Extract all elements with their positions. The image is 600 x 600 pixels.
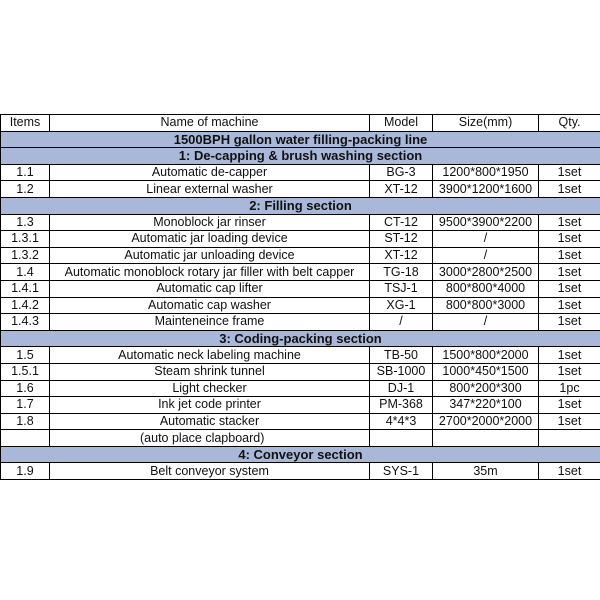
machine-name-cell: Automatic stacker — [50, 413, 370, 430]
model-cell: DJ-1 — [370, 380, 433, 397]
qty-cell: 1set — [539, 297, 600, 314]
table-title-row — [1, 131, 600, 148]
empty-cell — [433, 430, 539, 447]
qty-cell: 1set — [539, 363, 600, 380]
note-row — [1, 430, 600, 447]
machine-name-cell: Automatic monoblock rotary jar filler with belt capper — [50, 264, 370, 281]
table-row — [1, 247, 600, 264]
size-cell: 800*800*3000 — [433, 297, 539, 314]
table-row — [1, 214, 600, 231]
table-row — [1, 413, 600, 430]
model-cell: XT-12 — [370, 247, 433, 264]
machine-name-cell: Steam shrink tunnel — [50, 363, 370, 380]
model-cell: TG-18 — [370, 264, 433, 281]
qty-cell: 1set — [539, 397, 600, 414]
header-items: Items — [1, 115, 50, 132]
machine-name-cell: Automatic jar loading device — [50, 231, 370, 248]
size-cell: 3000*2800*2500 — [433, 264, 539, 281]
size-cell: 347*220*100 — [433, 397, 539, 414]
table-row — [1, 314, 600, 331]
empty-cell — [1, 430, 50, 447]
size-cell: / — [433, 231, 539, 248]
model-cell: CT-12 — [370, 214, 433, 231]
table-title: 1500BPH gallon water filling-packing line — [1, 131, 600, 148]
item-number-cell: 1.3 — [1, 214, 50, 231]
table-row — [1, 347, 600, 364]
size-cell: 9500*3900*2200 — [433, 214, 539, 231]
machine-name-cell: Automatic cap lifter — [50, 280, 370, 297]
section-title: 2: Filling section — [1, 197, 600, 214]
item-number-cell: 1.8 — [1, 413, 50, 430]
machine-name-cell: Automatic neck labeling machine — [50, 347, 370, 364]
table-row — [1, 264, 600, 281]
model-cell: XG-1 — [370, 297, 433, 314]
table-row — [1, 297, 600, 314]
size-cell: 1200*800*1950 — [433, 164, 539, 181]
machine-name-cell: Belt conveyor system — [50, 463, 370, 480]
model-cell: ST-12 — [370, 231, 433, 248]
table-row — [1, 363, 600, 380]
qty-cell: 1set — [539, 413, 600, 430]
qty-cell: 1set — [539, 247, 600, 264]
machine-name-cell: Monoblock jar rinser — [50, 214, 370, 231]
size-cell: 3900*1200*1600 — [433, 181, 539, 198]
item-number-cell: 1.9 — [1, 463, 50, 480]
model-cell: TSJ-1 — [370, 280, 433, 297]
item-number-cell: 1.7 — [1, 397, 50, 414]
size-cell: 800*200*300 — [433, 380, 539, 397]
table-row — [1, 181, 600, 198]
item-number-cell: 1.3.1 — [1, 231, 50, 248]
size-cell: 2700*2000*2000 — [433, 413, 539, 430]
section-title: 1: De-capping & brush washing section — [1, 148, 600, 165]
empty-cell — [370, 430, 433, 447]
model-cell: PM-368 — [370, 397, 433, 414]
size-cell: 1000*450*1500 — [433, 363, 539, 380]
size-cell: 800*800*4000 — [433, 280, 539, 297]
qty-cell: 1set — [539, 463, 600, 480]
machine-list-sheet — [0, 114, 600, 480]
section-header-row — [1, 330, 600, 347]
section-title: 4: Conveyor section — [1, 446, 600, 463]
qty-cell: 1set — [539, 214, 600, 231]
empty-cell — [539, 430, 600, 447]
section-header-row — [1, 148, 600, 165]
table-row — [1, 463, 600, 480]
item-number-cell: 1.5 — [1, 347, 50, 364]
section-header-row — [1, 446, 600, 463]
size-cell: / — [433, 247, 539, 264]
table-row — [1, 164, 600, 181]
size-cell: / — [433, 314, 539, 331]
size-cell: 35m — [433, 463, 539, 480]
item-number-cell: 1.4.2 — [1, 297, 50, 314]
item-number-cell: 1.4 — [1, 264, 50, 281]
machine-name-cell: Ink jet code printer — [50, 397, 370, 414]
qty-cell: 1set — [539, 164, 600, 181]
header-name: Name of machine — [50, 115, 370, 132]
table-row — [1, 380, 600, 397]
qty-cell: 1pc — [539, 380, 600, 397]
header-qty: Qty. — [539, 115, 600, 132]
item-number-cell: 1.1 — [1, 164, 50, 181]
qty-cell: 1set — [539, 347, 600, 364]
item-number-cell: 1.4.1 — [1, 280, 50, 297]
machine-name-cell: Linear external washer — [50, 181, 370, 198]
machine-table — [0, 114, 600, 480]
model-cell: / — [370, 314, 433, 331]
item-number-cell: 1.4.3 — [1, 314, 50, 331]
model-cell: XT-12 — [370, 181, 433, 198]
header-row — [1, 115, 600, 132]
header-model: Model — [370, 115, 433, 132]
qty-cell: 1set — [539, 264, 600, 281]
machine-name-cell: Automatic jar unloading device — [50, 247, 370, 264]
qty-cell: 1set — [539, 280, 600, 297]
header-size: Size(mm) — [433, 115, 539, 132]
qty-cell: 1set — [539, 231, 600, 248]
table-row — [1, 397, 600, 414]
machine-name-cell: Mainteneince frame — [50, 314, 370, 331]
section-title: 3: Coding-packing section — [1, 330, 600, 347]
qty-cell: 1set — [539, 181, 600, 198]
item-number-cell: 1.2 — [1, 181, 50, 198]
model-cell: BG-3 — [370, 164, 433, 181]
item-number-cell: 1.6 — [1, 380, 50, 397]
table-row — [1, 280, 600, 297]
section-header-row — [1, 197, 600, 214]
model-cell: SYS-1 — [370, 463, 433, 480]
item-number-cell: 1.3.2 — [1, 247, 50, 264]
qty-cell: 1set — [539, 314, 600, 331]
machine-name-cell: Automatic cap washer — [50, 297, 370, 314]
machine-name-cell: Automatic de-capper — [50, 164, 370, 181]
note-cell: (auto place clapboard) — [50, 430, 370, 447]
table-row — [1, 231, 600, 248]
size-cell: 1500*800*2000 — [433, 347, 539, 364]
machine-name-cell: Light checker — [50, 380, 370, 397]
model-cell: 4*4*3 — [370, 413, 433, 430]
model-cell: TB-50 — [370, 347, 433, 364]
item-number-cell: 1.5.1 — [1, 363, 50, 380]
model-cell: SB-1000 — [370, 363, 433, 380]
